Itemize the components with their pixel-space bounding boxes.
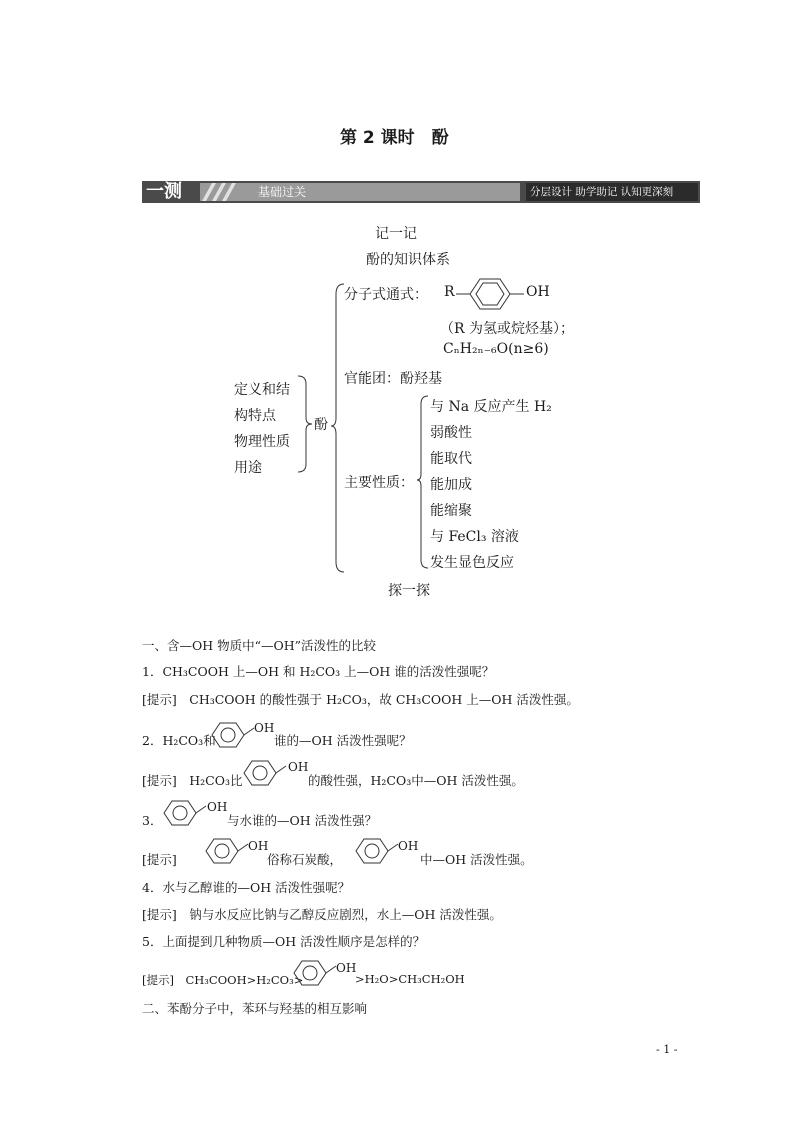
answer-1: [提示] CH₃COOH 的酸性强于 H₂CO₃，故 CH₃COOH 上—OH 活泼性强。 xyxy=(142,692,579,707)
diagram-brace-main xyxy=(330,282,346,574)
diagram-left-item: 定义和结 xyxy=(234,382,290,398)
phenol-structure-icon xyxy=(160,798,210,828)
property-item: 能取代 xyxy=(430,451,472,467)
answer-2-post: 的酸性强，H₂CO₃中—OH 活泼性强。 xyxy=(308,773,524,788)
banner-right-text: 分层设计 助学助记 认知更深刻 xyxy=(530,186,674,198)
phenol-structure-icon xyxy=(202,836,252,866)
heading-explore: 探一探 xyxy=(388,583,430,599)
phenol-oh-label: OH xyxy=(288,760,309,774)
phenol-oh-label: OH xyxy=(336,961,357,975)
phenol-oh-label: OH xyxy=(207,800,228,814)
question-1: 1．CH₃COOH 上—OH 和 H₂CO₃ 上—OH 谁的活泼性强呢？ xyxy=(142,664,495,679)
property-item: 能加成 xyxy=(430,477,472,493)
banner-tag: 一测 xyxy=(146,181,182,202)
property-item: 弱酸性 xyxy=(430,425,472,441)
phenol-oh-label: OH xyxy=(248,839,269,853)
answer-3-post: 中—OH 活泼性强。 xyxy=(420,852,533,867)
answer-2-pre: [提示] H₂CO₃比 xyxy=(142,773,243,788)
property-item: 与 FeCl₃ 溶液 xyxy=(430,529,519,545)
question-3-post: 与水谁的—OH 活泼性强？ xyxy=(227,813,378,828)
answer-3-pre: [提示] xyxy=(142,852,177,867)
phenol-oh-label: OH xyxy=(398,839,419,853)
page-title: 第 2 课时 酚 xyxy=(340,128,449,148)
diagram-root: 酚 xyxy=(314,417,328,433)
formula-note: （R 为氢或烷烃基）； xyxy=(440,321,574,337)
properties-label: 主要性质： xyxy=(344,475,414,491)
question-5: 5．上面提到几种物质—OH 活泼性顺序是怎样的？ xyxy=(142,934,426,949)
formula-oh: OH xyxy=(526,284,550,300)
question-2-pre: 2．H₂CO₃和 xyxy=(142,733,216,748)
properties-list xyxy=(430,394,552,576)
property-item: 与 Na 反应产生 H₂ xyxy=(430,399,552,415)
formula-general: CₙH₂ₙ₋₆O(n≥6) xyxy=(443,341,549,357)
answer-4: [提示] 钠与水反应比钠与乙醇反应剧烈，水上—OH 活泼性强。 xyxy=(142,907,502,922)
section1-heading: 一、含—OH 物质中“—OH”活泼性的比较 xyxy=(142,638,377,653)
question-4: 4．水与乙醇谁的—OH 活泼性强呢？ xyxy=(142,880,351,895)
heading-system: 酚的知识体系 xyxy=(366,252,450,268)
formula-r: R xyxy=(444,284,455,300)
property-item: 发生显色反应 xyxy=(430,555,514,571)
diagram-left-item: 用途 xyxy=(234,460,262,476)
section2-heading: 二、苯酚分子中，苯环与羟基的相互影响 xyxy=(142,1001,368,1016)
diagram-left-item: 构特点 xyxy=(234,408,276,424)
diagram-left-item: 物理性质 xyxy=(234,434,290,450)
heading-remember: 记一记 xyxy=(375,226,417,242)
answer-5-pre: [提示] CH₃COOH>H₂CO₃> xyxy=(142,973,304,987)
diagram-brace-left xyxy=(296,374,316,474)
phenol-structure-icon xyxy=(352,836,402,866)
question-2-post: 谁的—OH 活泼性强呢？ xyxy=(274,733,412,748)
answer-3-mid: 俗称石炭酸， xyxy=(267,852,343,867)
phenol-structure-icon xyxy=(290,958,340,988)
answer-5-post: >H₂O>CH₃CH₂OH xyxy=(355,972,465,986)
banner-section: 基础过关 xyxy=(258,185,307,199)
phenol-structure-icon xyxy=(208,720,258,750)
phenol-structure-icon xyxy=(240,758,290,788)
property-item: 能缩聚 xyxy=(430,503,472,519)
formula-label: 分子式通式： xyxy=(344,287,428,303)
phenol-oh-label: OH xyxy=(254,721,275,735)
question-3-pre: 3． xyxy=(142,813,163,828)
benzene-ring-icon xyxy=(456,276,536,312)
diagram-brace-properties xyxy=(416,394,430,570)
page-number: - 1 - xyxy=(656,1043,678,1056)
functional-group: 官能团：酚羟基 xyxy=(344,371,442,387)
